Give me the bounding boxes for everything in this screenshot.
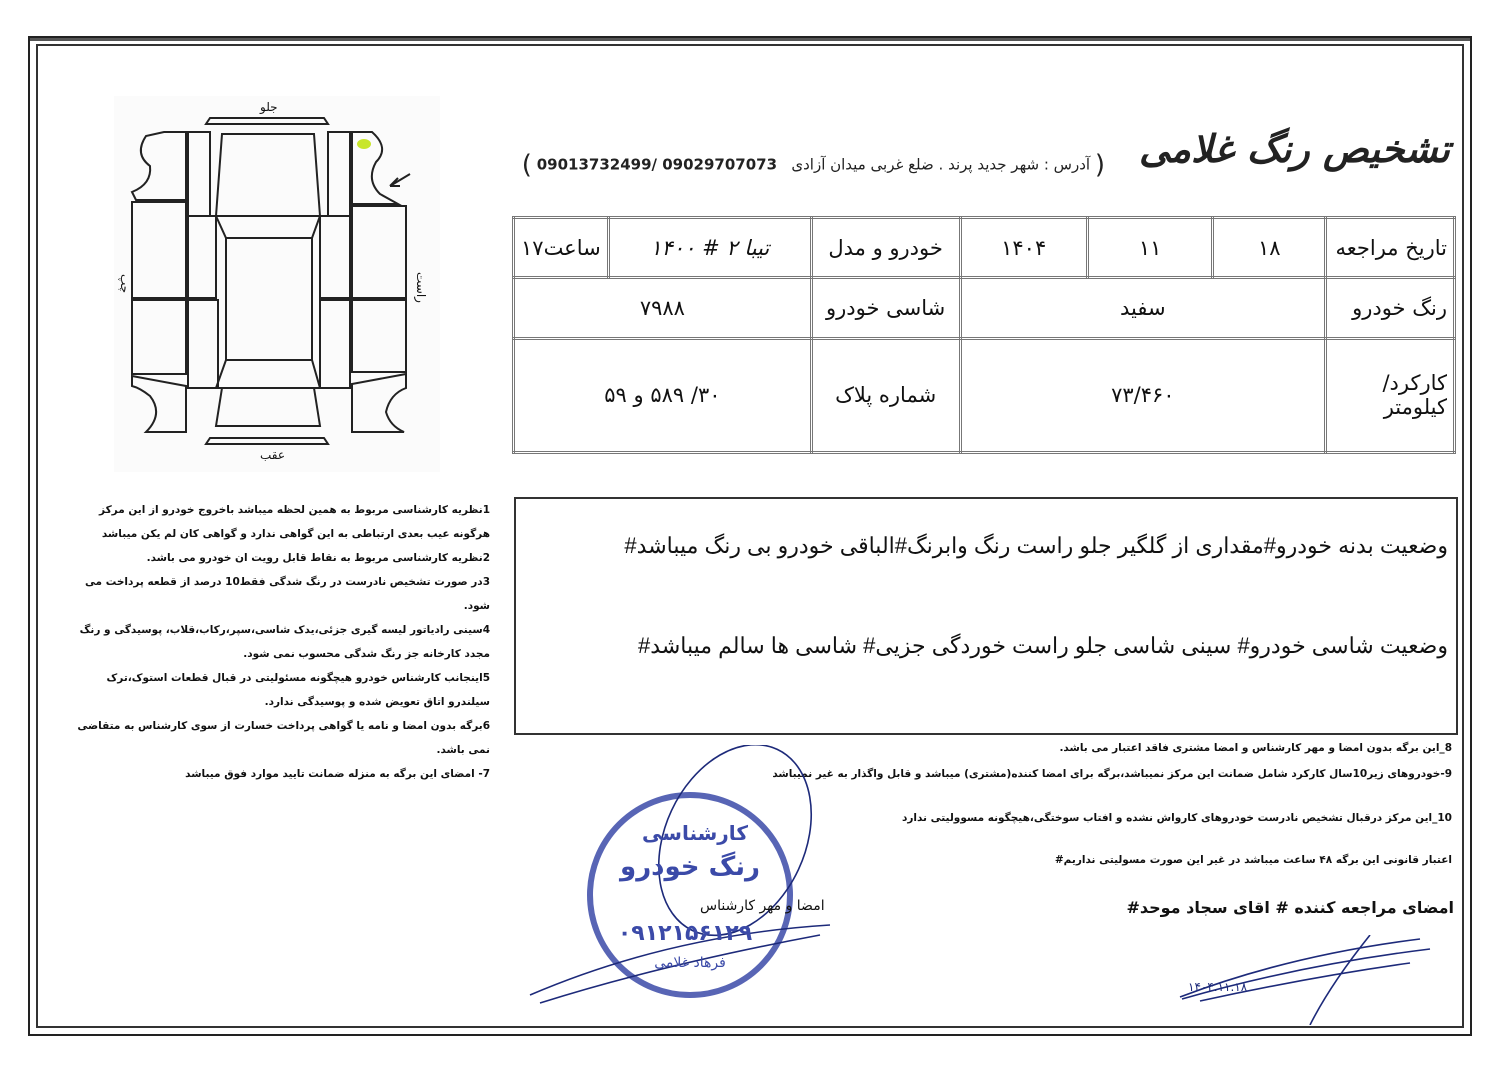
term-item: 2نظریه کارشناسی مربوط به نقاط قابل رویت ان خودرو می باشد. [146, 552, 490, 564]
customer-signature-icon [1170, 935, 1460, 1025]
vehicle-color-value: سفید [960, 278, 1326, 338]
open-paren: ( [1094, 150, 1105, 180]
diagram-front-label: جلو [260, 100, 278, 114]
address-text: آدرس : شهر جدید پرند . ضلع غربی میدان آزادی [791, 155, 1091, 174]
vehicle-color-label: رنگ خودرو [1326, 278, 1455, 338]
car-outline-icon [114, 96, 440, 472]
term-item: اعتبار قانونی این برگه ۴۸ ساعت میباشد در غیر این صورت مسولیتی نداریم# [1054, 854, 1452, 866]
plate-label: شماره پلاک [811, 338, 960, 452]
chassis-value: ۷۹۸۸ [514, 278, 812, 338]
mileage-label: کارکرد/کیلومتر [1326, 338, 1455, 452]
vehicle-model-value: تیبا ۲ # ۱۴۰۰ [608, 218, 811, 278]
table-row [514, 338, 1455, 452]
vehicle-model-label: خودرو و مدل [811, 218, 960, 278]
term-item: 3در صورت تشخیص نادرست در رنگ شدگی فقط10 درصد از قطعه پرداخت می شود. [84, 576, 490, 612]
term-item: 4سینی رادیاتور لیسه گیری جزئی،یدک شاسی،سپر،رکاب،قلاب، پوسیدگی و رنگ مجدد کارخانه جز رنگ شدگی محسوب نمی شود. [79, 624, 490, 660]
visit-time: ساعت۱۷ [514, 218, 609, 278]
mileage-value: ۷۳/۴۶۰ [960, 338, 1326, 452]
paint-highlight-mark [357, 139, 371, 149]
term-item: 6برگه بدون امضا و نامه یا گواهی پرداخت خسارت از سوی کارشناس به متقاضی نمی باشد. [77, 720, 490, 756]
diagram-rear-label: عقب [260, 448, 286, 462]
expert-stamp [520, 745, 850, 1020]
plate-value: ۳۰/ ۵۸۹ و ۵۹ [514, 338, 812, 452]
close-paren: ) [521, 150, 532, 180]
phone-numbers: 09013732499/ 09029707073 [536, 155, 778, 174]
chassis-label: شاسی خودرو [811, 278, 960, 338]
table-row [514, 278, 1455, 338]
visit-date-label: تاریخ مراجعه [1326, 218, 1455, 278]
inspection-result-box [514, 497, 1458, 735]
stamp-line-1: کارشناسی [642, 821, 748, 845]
address-line [480, 150, 1105, 180]
stamp-phone: ۰۹۱۲۱۵۶۱۲۹ [617, 921, 753, 946]
term-item: 9-خودروهای زیر10سال کارکرد شامل ضمانت این مرکز نمیباشد،برگه برای امضا کننده(مشتری) میباشد و قابل واگذار به غیر نمیباشد [772, 768, 1452, 780]
diagram-left-label: چپ [118, 274, 132, 294]
term-item: 7- امضای این برگه به منزله ضمانت تایید موارد فوق میباشد [185, 768, 490, 780]
stamp-icon [520, 745, 850, 1020]
car-body-diagram [114, 96, 440, 472]
stamp-line-2: رنگ خودرو [620, 852, 760, 882]
terms-list-left [62, 498, 490, 786]
visit-day: ۱۸ [1213, 218, 1326, 278]
table-row [514, 218, 1455, 278]
visit-year: ۱۴۰۴ [960, 218, 1087, 278]
stamp-name: فرهاد غلامی [654, 955, 726, 971]
visit-month: ۱۱ [1087, 218, 1213, 278]
term-item: 8_این برگه بدون امضا و مهر کارشناس و امضا مشتری فاقد اعتبار می باشد. [1059, 742, 1452, 754]
term-item: 1نظریه کارشناسی مربوط به همین لحظه میباشد باخروج خودرو از این مرکز هرگونه عیب بعدی ارتباطی به این گواهی ندارد و گواهی کان لم یکن میباشد [99, 504, 490, 540]
chassis-condition-text: وضعیت شاسی خودرو# سینی شاسی جلو راست خوردگی جزیی# شاسی ها سالم میباشد# [638, 633, 1448, 658]
body-condition-text: وضعیت بدنه خودرو#مقداری از گلگیر جلو راست رنگ وابرنگ#الباقی خودرو بی رنگ میباشد# [624, 533, 1448, 558]
customer-signature-date: ۱۴۰۴.۱۱.۱۸ [1188, 980, 1248, 994]
expert-signature-label: امضا و مهر کارشناس [700, 898, 825, 914]
shop-title: تشخیص رنگ غلامی [1139, 126, 1450, 171]
vehicle-info-table [512, 216, 1456, 454]
term-item: 5اینجانب کارشناس خودرو هیچگونه مسئولیتی در قبال قطعات استوک،ترک سیلندرو اتاق تعویض شده و پوسیدگی ندارد. [106, 672, 490, 708]
term-item: 10_این مرکز درقبال تشخیص نادرست خودروهای کارواش نشده و افتاب سوختگی،هیچگونه مسوولیتی ندارد [901, 812, 1452, 824]
customer-signature-label: امضای مراجعه کننده # اقای سجاد موحد# [1126, 898, 1454, 917]
diagram-right-label: راست [414, 272, 428, 303]
